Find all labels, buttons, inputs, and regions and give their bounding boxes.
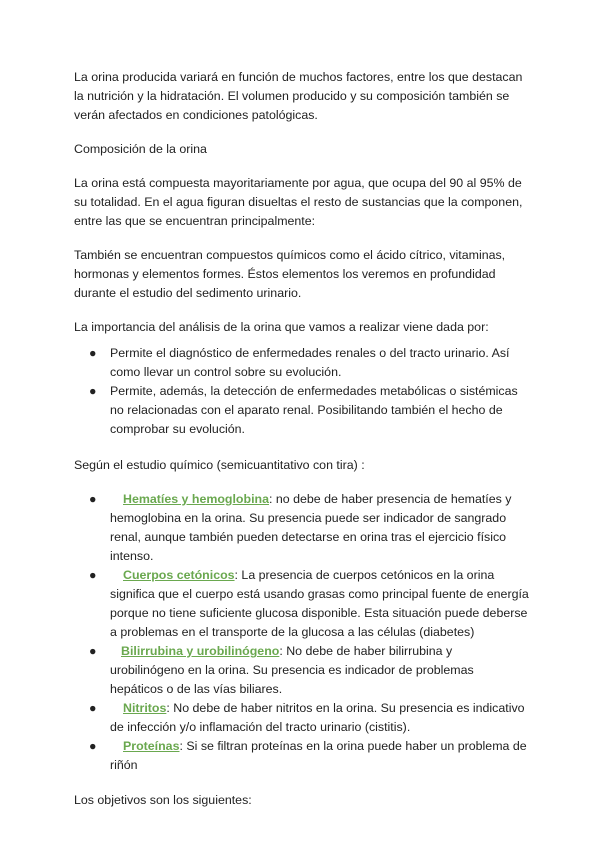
list-item-text: : no debe de haber presencia de hematíes y hemoglobina en la orina. Su presencia puede ser indicador de sangrado renal, aunque también pueden detectarse en orina tras el ejercicio físico intenso. bbox=[110, 492, 512, 563]
list-item-text: : Si se filtran proteínas en la orina puede haber un problema de riñón bbox=[110, 739, 527, 772]
term-link-proteinas[interactable]: Proteínas bbox=[123, 739, 180, 753]
importance-paragraph: La importancia del análisis de la orina que vamos a realizar viene dada por: bbox=[74, 320, 489, 334]
list-item-text: : No debe de haber bilirrubina y urobilinógeno en la orina. Su presencia es indicador de problemas hepáticos o de las vías biliares. bbox=[110, 644, 474, 696]
composition-paragraph: La orina está compuesta mayoritariamente por agua, que ocupa del 90 al 95% de su totalidad. En el agua figuran disueltas el resto de sustancias que la componen, entre las que se encuentran principalmente: bbox=[74, 176, 523, 228]
intro-paragraph: La orina producida variará en función de muchos factores, entre los que destacan la nutrición y la hidratación. El volumen producido y su composición también se verán afectados en condiciones patológicas. bbox=[74, 70, 523, 122]
list-item bbox=[74, 699, 530, 737]
section-heading: Composición de la orina bbox=[74, 142, 207, 156]
bullet-icon: ● bbox=[89, 346, 97, 360]
list-item bbox=[74, 737, 530, 775]
objectives-paragraph: Los objetivos son los siguientes: bbox=[74, 793, 252, 807]
document-page bbox=[74, 68, 530, 810]
term-link-hematies[interactable]: Hematíes y hemoglobina bbox=[123, 492, 269, 506]
list-item bbox=[74, 566, 530, 642]
list-item-text: : La presencia de cuerpos cetónicos en la orina significa que el cuerpo está usando grasas como principal fuente de energía porque no tiene suficiente glucosa disponible. Esta situación puede deberse a problemas en el transporte de la glucosa a las células (diabetes) bbox=[110, 568, 529, 639]
bullet-icon: ● bbox=[89, 384, 97, 398]
importance-list bbox=[74, 344, 530, 439]
list-item-text: Permite el diagnóstico de enfermedades renales o del tracto urinario. Así como llevar un control sobre su evolución. bbox=[110, 346, 510, 379]
bullet-icon: ● bbox=[89, 568, 97, 582]
list-item bbox=[74, 642, 530, 699]
chemical-list bbox=[74, 490, 530, 775]
compounds-paragraph: También se encuentran compuestos químicos como el ácido cítrico, vitaminas, hormonas y elementos formes. Éstos elementos los veremos en profundidad durante el estudio del sedimento urinario. bbox=[74, 248, 506, 300]
list-item bbox=[74, 490, 530, 566]
bullet-icon: ● bbox=[89, 492, 97, 506]
chemical-study-paragraph: Según el estudio químico (semicuantitativo con tira) : bbox=[74, 458, 365, 472]
term-link-nitritos[interactable]: Nitritos bbox=[123, 701, 167, 715]
bullet-icon: ● bbox=[89, 644, 97, 658]
list-item-text: Permite, además, la detección de enfermedades metabólicas o sistémicas no relacionadas con el aparato renal. Posibilitando también el hecho de comprobar su evolución. bbox=[110, 384, 518, 436]
list-item bbox=[74, 344, 530, 382]
bullet-icon: ● bbox=[89, 701, 97, 715]
bullet-icon: ● bbox=[89, 739, 97, 753]
term-link-bilirrubina[interactable]: Bilirrubina y urobilinógeno bbox=[121, 644, 280, 658]
term-link-cuerpos-cetonicos[interactable]: Cuerpos cetónicos bbox=[123, 568, 235, 582]
list-item bbox=[74, 382, 530, 439]
list-item-text: : No debe de haber nitritos en la orina. Su presencia es indicativo de infección y/o inflamación del tracto urinario (cistitis). bbox=[110, 701, 525, 734]
